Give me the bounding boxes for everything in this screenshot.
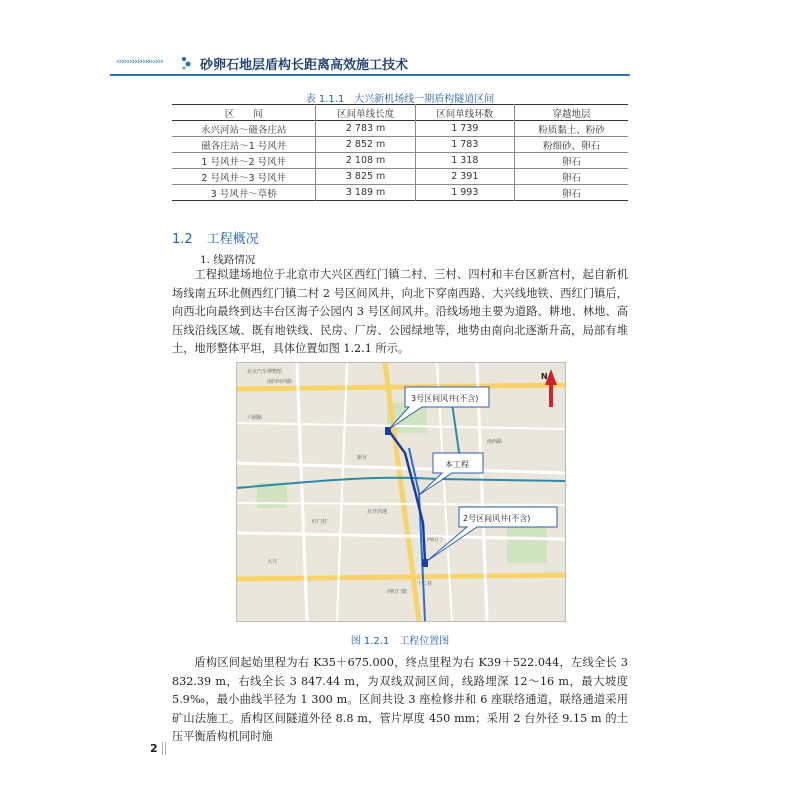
- table-cell: 磁各庄站～1 号风井: [172, 137, 316, 153]
- map-place-label: 西红门: [427, 537, 443, 543]
- table-row: [172, 169, 628, 185]
- table-header-cell: 区 间: [172, 105, 316, 121]
- map-place-label: 西红门镇: [387, 589, 408, 595]
- table-cell: 3 825 m: [316, 169, 415, 185]
- table-cell: 2 108 m: [316, 153, 415, 169]
- page-number-divider: [165, 742, 166, 755]
- table-cell: 2 391: [415, 169, 514, 185]
- map-place-label: 京开高速: [367, 509, 388, 515]
- table-cell: 2 852 m: [316, 137, 415, 153]
- figure-caption: 图 1.2.1 工程位置图: [350, 636, 450, 647]
- table-cell: 永兴河站～磁各庄站: [172, 121, 316, 137]
- table-cell: 卵石: [561, 172, 581, 184]
- map-place-label: 六圈路: [247, 415, 263, 421]
- map-place-label: 北京汽车博物馆: [247, 369, 283, 375]
- map-place-label: 红门村: [312, 519, 328, 525]
- callout-project-label: 本工程: [445, 460, 469, 469]
- table-cell: 3 189 m: [316, 185, 415, 201]
- map-place-label: 新宫: [357, 455, 368, 461]
- table-cell: 2 号风井～3 号风井: [172, 169, 316, 185]
- table-cell: 1 993: [415, 185, 514, 201]
- header-chevrons: ››››››››››››››››››: [116, 57, 163, 67]
- header-title: 砂卵石地层盾构长距离高效施工技术: [200, 58, 409, 73]
- table-row: [172, 153, 628, 169]
- subsection-heading: 1. 线路情况: [200, 254, 256, 266]
- table-header-cell: 区间单线长度: [316, 105, 415, 121]
- map-place-label: 十二村: [417, 581, 433, 587]
- table-header-cell: 区间单线环数: [415, 105, 514, 121]
- paragraph-shield-section: 盾构区间起始里程为右 K35＋675.000，终点里程为右 K39＋522.044，左线全长 3 832.39 m，右线全长 3 847.44 m，为双线双洞区间，线路埋深 12～16 m，最大坡度 5.9‰，最小曲线半径为 1 300 m。区间共设 3 座检修井和 6 座联络通道，联络通道采用矿山法施工。盾构区间隧道外径 8.8 m，管片厚度 450 mm；采用 2 台外径 9.15 m 的土压平衡盾构机同时施: [172, 656, 628, 743]
- table-cell: 1 739: [415, 121, 514, 137]
- shaft-2-marker: [422, 559, 428, 567]
- table-row: [172, 185, 628, 201]
- table-cell: 卵石: [561, 188, 581, 200]
- table-header-cell: 穿越地层: [552, 108, 591, 120]
- table-row: [172, 121, 628, 137]
- table-cell: 1 号风井～2 号风井: [172, 153, 316, 169]
- table-cell: 粉质黏土、粉砂: [538, 124, 605, 136]
- table-cell: 卵石: [561, 156, 581, 168]
- table-cell: 2 783 m: [316, 121, 415, 137]
- callout-shaft-3-label: 3号区间风井(不含): [411, 394, 479, 403]
- table-row: [172, 137, 628, 153]
- running-header: [110, 52, 630, 76]
- tunnel-section-table: [172, 104, 628, 201]
- map-place-label: 南西路: [487, 439, 503, 445]
- page-number: 2: [150, 742, 158, 755]
- table-cell: 1 318: [415, 153, 514, 169]
- callout-shaft-2-label: 2号区间风井(不含): [463, 514, 531, 523]
- header-dots-icon: [180, 56, 192, 70]
- section-heading: [172, 228, 259, 247]
- map-place-label: 南四环西路: [267, 379, 293, 385]
- table-header-row: [172, 105, 628, 121]
- north-label: N: [541, 372, 548, 381]
- page-number-divider: [162, 742, 163, 755]
- section-number: 1.2: [172, 232, 193, 247]
- map-canvas: [237, 363, 565, 621]
- table-caption: 表 1.1.1 大兴新机场线一期盾构隧道区间: [305, 94, 495, 105]
- table-cell: 3 号风井～草桥: [172, 185, 316, 201]
- section-title: 工程概况: [206, 232, 259, 247]
- paragraph-route-description: 工程拟建场地位于北京市大兴区西红门镇二村、三村、四村和丰台区新宫村，起自新机场线南五环北侧西红门镇二村 2 号区间风井，向北下穿南西路、大兴线地铁、西红门镇后，向西北向最终到达丰台区海子公园内 3 号区间风井。沿线场地主要为道路、耕地、林地、高压线沿线区域、既有地铁线、民房、厂房、公园绿地等，地势由南向北逐渐升高，局部有堆土，地形整体平坦，具体位置如图 1.2.1 所示。: [172, 268, 628, 355]
- header-rule: [110, 74, 630, 76]
- project-location-map: [236, 362, 566, 622]
- table-cell: 粉细砂、卵石: [542, 140, 600, 152]
- map-place-label: 大兴: [267, 559, 278, 565]
- table-cell: 1 783: [415, 137, 514, 153]
